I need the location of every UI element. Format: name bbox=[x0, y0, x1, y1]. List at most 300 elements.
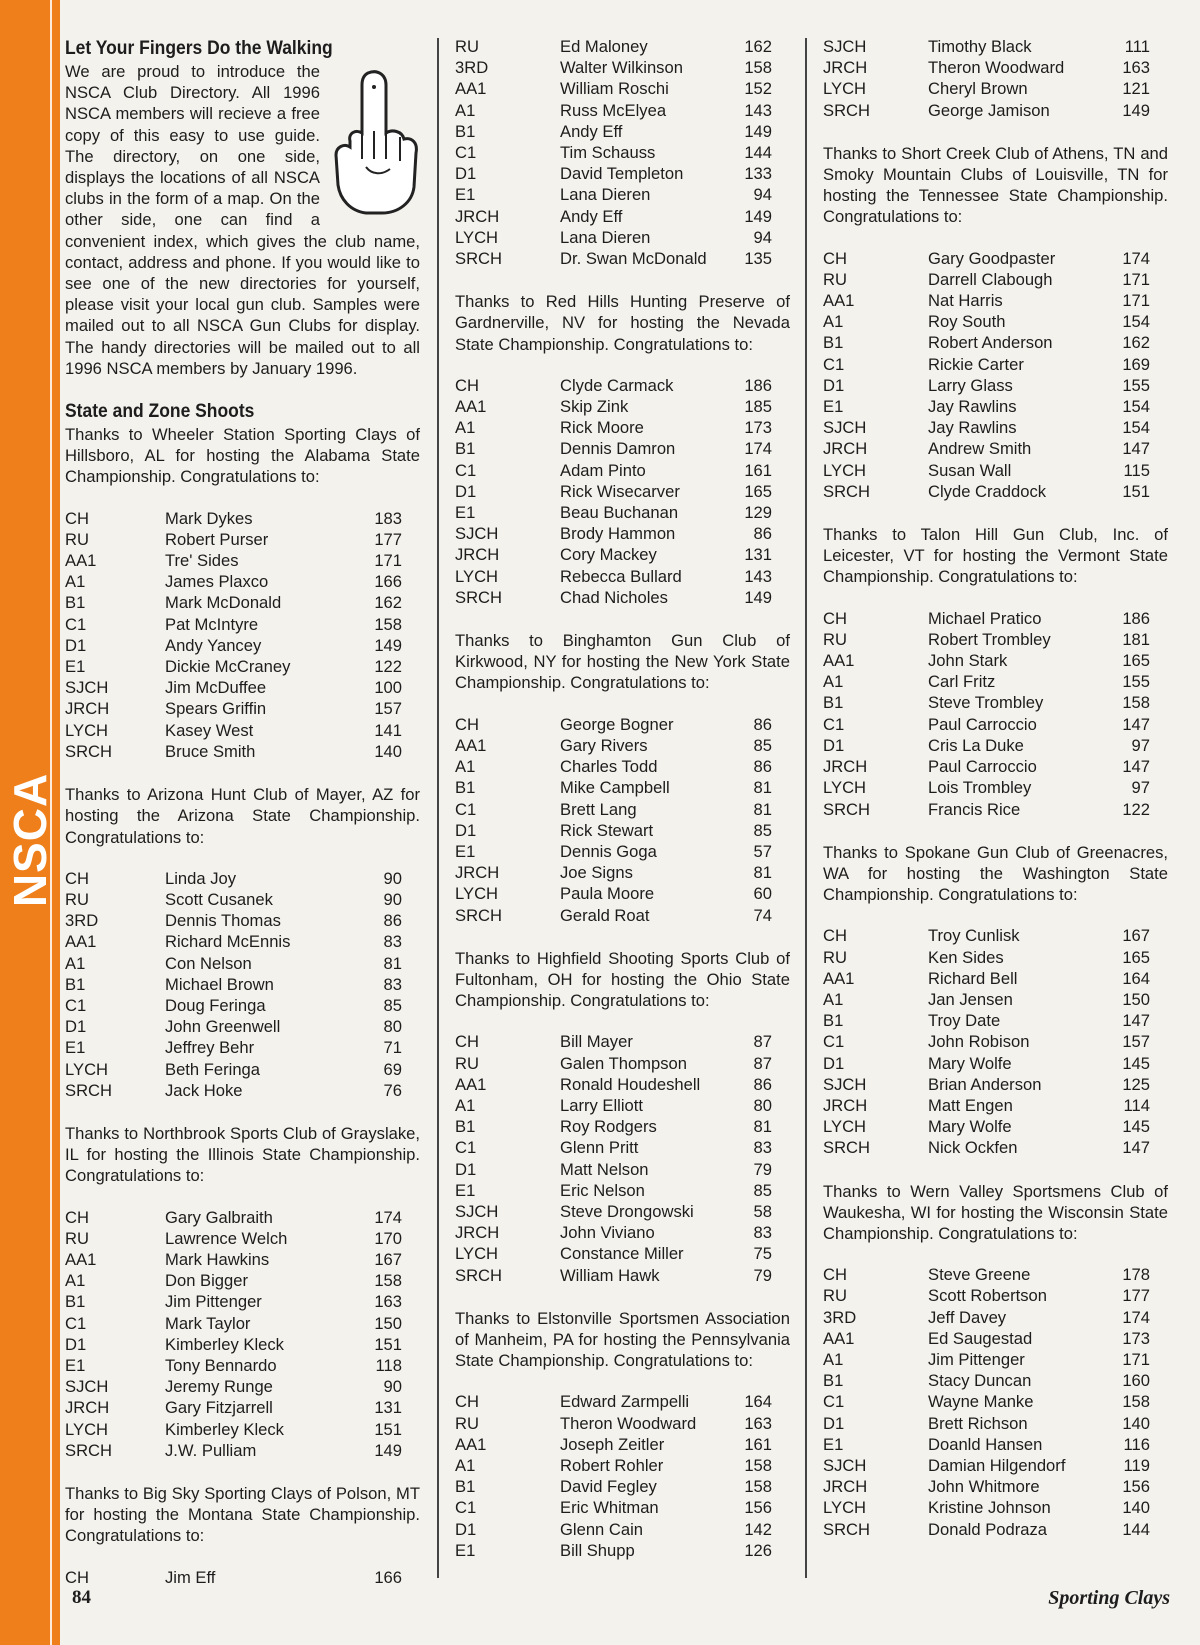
score-cell: 81 bbox=[383, 953, 402, 973]
class-cell: LYCH bbox=[65, 1419, 109, 1439]
name-cell: George Jamison bbox=[928, 100, 1050, 120]
class-cell: B1 bbox=[455, 1117, 476, 1137]
table-row bbox=[823, 269, 1168, 290]
class-cell: AA1 bbox=[455, 397, 487, 417]
side-tab bbox=[0, 0, 60, 1645]
score-cell: 80 bbox=[753, 1095, 772, 1115]
class-cell: AA1 bbox=[65, 551, 97, 571]
name-cell: David Fegley bbox=[560, 1477, 657, 1497]
intro-text: We are proud to introduce the NSCA Club Directory. All 1996 NSCA members will recieve a free copy of this easy to use guide. The directory, on one side, displays the locations of all NSCA clubs in the form of a map. On the other side, one can find a convenient index, which gives the club name, contact, address and phone. If you would like to see one of the new directories for yourself, please visit your local gun club. Samples were mailed out to all NSCA Gun Clubs for display. The handy directories will be mailed out to all 1996 NSCA members by January 1996. bbox=[65, 62, 420, 378]
class-cell: RU bbox=[455, 1053, 479, 1073]
score-cell: 181 bbox=[1122, 629, 1150, 649]
class-cell: SJCH bbox=[823, 1455, 867, 1475]
name-cell: William Hawk bbox=[560, 1265, 660, 1285]
table-row bbox=[65, 1355, 420, 1376]
score-cell: 149 bbox=[374, 1440, 402, 1460]
class-cell: 3RD bbox=[455, 58, 489, 78]
table-row bbox=[455, 883, 790, 904]
name-cell: Cris La Duke bbox=[928, 735, 1024, 755]
name-cell: Don Bigger bbox=[165, 1271, 249, 1291]
name-cell: James Plaxco bbox=[165, 572, 269, 592]
name-cell: Mike Campbell bbox=[560, 778, 670, 798]
class-cell: C1 bbox=[823, 1392, 845, 1412]
name-cell: Steve Drongowski bbox=[560, 1201, 694, 1221]
results-intro: Thanks to Northbrook Sports Club of Grayslake, IL for hosting the Illinois State Championship. Congratulations to: bbox=[65, 1123, 420, 1186]
name-cell: Brett Richson bbox=[928, 1413, 1028, 1433]
class-cell: AA1 bbox=[823, 651, 855, 671]
name-cell: Ronald Houdeshell bbox=[560, 1074, 701, 1094]
class-cell: JRCH bbox=[455, 863, 500, 883]
class-cell: SJCH bbox=[65, 678, 109, 698]
class-cell: A1 bbox=[455, 757, 476, 777]
score-cell: 60 bbox=[753, 884, 772, 904]
name-cell: Beau Buchanan bbox=[560, 503, 679, 523]
name-cell: Con Nelson bbox=[165, 953, 252, 973]
table-row bbox=[823, 57, 1168, 78]
table-row bbox=[455, 57, 790, 78]
results-tennessee bbox=[823, 143, 1168, 502]
table-row bbox=[823, 650, 1168, 671]
score-cell: 87 bbox=[753, 1032, 772, 1052]
score-cell: 164 bbox=[744, 1392, 772, 1412]
name-cell: Rick Stewart bbox=[560, 820, 654, 840]
score-cell: 145 bbox=[1122, 1117, 1150, 1137]
class-cell: D1 bbox=[823, 1413, 845, 1433]
table-row bbox=[65, 1419, 420, 1440]
table-row bbox=[823, 777, 1168, 798]
table-row bbox=[455, 1540, 790, 1561]
score-cell: 118 bbox=[375, 1355, 402, 1375]
score-cell: 147 bbox=[1122, 714, 1150, 734]
results-montana-cont bbox=[455, 36, 790, 269]
table-row bbox=[455, 1053, 790, 1074]
name-cell: Tim Schauss bbox=[560, 143, 656, 163]
class-cell: RU bbox=[823, 1286, 847, 1306]
table-row bbox=[823, 1031, 1168, 1052]
class-cell: A1 bbox=[823, 672, 844, 692]
table-row bbox=[455, 396, 790, 417]
score-cell: 151 bbox=[374, 1419, 402, 1439]
score-cell: 171 bbox=[1122, 291, 1150, 311]
score-cell: 166 bbox=[374, 1567, 402, 1587]
name-cell: Ed Maloney bbox=[560, 37, 648, 56]
score-cell: 86 bbox=[383, 911, 402, 931]
table-row bbox=[455, 1137, 790, 1158]
column-2 bbox=[455, 36, 790, 1583]
name-cell: Cheryl Brown bbox=[928, 79, 1028, 99]
score-cell: 154 bbox=[1122, 312, 1150, 332]
class-cell: RU bbox=[65, 889, 89, 909]
table-row bbox=[455, 417, 790, 438]
table-row bbox=[455, 1074, 790, 1095]
score-cell: 86 bbox=[753, 1074, 772, 1094]
score-cell: 158 bbox=[744, 58, 772, 78]
table-row bbox=[823, 1010, 1168, 1031]
table-row bbox=[455, 756, 790, 777]
score-cell: 83 bbox=[383, 974, 402, 994]
name-cell: Skip Zink bbox=[560, 397, 629, 417]
table-row bbox=[823, 1285, 1168, 1306]
name-cell: Glenn Pritt bbox=[560, 1138, 639, 1158]
table-row bbox=[65, 1334, 420, 1355]
table-row bbox=[65, 592, 420, 613]
results-intro: Thanks to Wheeler Station Sporting Clays of Hillsboro, AL for hosting the Alabama State Championship. Congratulations to: bbox=[65, 425, 420, 487]
class-cell: SRCH bbox=[823, 100, 871, 120]
class-cell: SRCH bbox=[455, 905, 503, 925]
results-pennsylvania-head bbox=[455, 1308, 790, 1561]
table-row bbox=[65, 1376, 420, 1397]
table-row bbox=[455, 799, 790, 820]
score-cell: 151 bbox=[374, 1334, 402, 1354]
name-cell: Michael Brown bbox=[165, 974, 274, 994]
table-row bbox=[823, 375, 1168, 396]
name-cell: Matt Nelson bbox=[560, 1159, 649, 1179]
name-cell: Jim Pittenger bbox=[165, 1292, 262, 1312]
class-cell: LYCH bbox=[455, 227, 499, 247]
name-cell: Clyde Carmack bbox=[560, 375, 674, 395]
score-cell: 150 bbox=[1122, 989, 1150, 1009]
class-cell: JRCH bbox=[65, 1398, 110, 1418]
class-cell: LYCH bbox=[65, 720, 109, 740]
class-cell: B1 bbox=[823, 1011, 844, 1031]
table-row bbox=[823, 332, 1168, 353]
class-cell: JRCH bbox=[823, 1477, 868, 1497]
name-cell: Rebecca Bullard bbox=[560, 566, 682, 586]
column-divider bbox=[805, 38, 807, 1578]
name-cell: Mary Wolfe bbox=[928, 1053, 1012, 1073]
name-cell: George Bogner bbox=[560, 714, 674, 734]
name-cell: Tony Bennardo bbox=[165, 1355, 277, 1375]
class-cell: CH bbox=[65, 508, 89, 528]
table-row bbox=[823, 460, 1168, 481]
name-cell: Lois Trombley bbox=[928, 778, 1032, 798]
name-cell: Jan Jensen bbox=[928, 989, 1013, 1009]
score-cell: 178 bbox=[1122, 1265, 1150, 1285]
name-cell: Ken Sides bbox=[928, 947, 1004, 967]
score-cell: 76 bbox=[383, 1080, 402, 1100]
score-cell: 135 bbox=[744, 249, 772, 269]
class-cell: SRCH bbox=[455, 1265, 503, 1285]
name-cell: Robert Purser bbox=[165, 529, 269, 549]
class-cell: JRCH bbox=[823, 1095, 868, 1115]
table-row bbox=[823, 1053, 1168, 1074]
table-row bbox=[65, 1313, 420, 1334]
name-cell: Dennis Thomas bbox=[165, 911, 281, 931]
score-cell: 94 bbox=[753, 185, 772, 205]
class-cell: AA1 bbox=[823, 968, 855, 988]
class-cell: D1 bbox=[65, 1334, 87, 1354]
score-cell: 173 bbox=[1122, 1328, 1150, 1348]
score-cell: 142 bbox=[744, 1519, 772, 1539]
class-cell: E1 bbox=[455, 841, 476, 861]
results-intro: Thanks to Red Hills Hunting Preserve of Gardnerville, NV for hosting the Nevada State Championship. Congratulations to: bbox=[455, 292, 790, 354]
score-cell: 83 bbox=[753, 1223, 772, 1243]
table-row bbox=[823, 417, 1168, 438]
class-cell: SRCH bbox=[823, 481, 871, 501]
results-table bbox=[65, 868, 420, 1101]
table-row bbox=[65, 910, 420, 931]
score-cell: 129 bbox=[744, 503, 772, 523]
score-cell: 158 bbox=[374, 614, 402, 634]
name-cell: Mark Hawkins bbox=[165, 1249, 270, 1269]
table-row bbox=[455, 1455, 790, 1476]
name-cell: Ed Saugestad bbox=[928, 1328, 1033, 1348]
name-cell: Robert Trombley bbox=[928, 629, 1051, 649]
name-cell: Bill Shupp bbox=[560, 1540, 635, 1560]
table-row bbox=[455, 1476, 790, 1497]
name-cell: Joseph Zeitler bbox=[560, 1434, 665, 1454]
table-row bbox=[65, 953, 420, 974]
class-cell: D1 bbox=[65, 635, 87, 655]
table-row bbox=[455, 544, 790, 565]
results-intro: Thanks to Talon Hill Gun Club, Inc. of Leicester, VT for hosting the Vermont State Championship. Congratulations to: bbox=[823, 525, 1168, 587]
table-row bbox=[455, 1095, 790, 1116]
table-row bbox=[455, 1159, 790, 1180]
name-cell: Bill Mayer bbox=[560, 1032, 633, 1052]
name-cell: Andy Yancey bbox=[165, 635, 262, 655]
table-row bbox=[455, 862, 790, 883]
score-cell: 86 bbox=[753, 524, 772, 544]
class-cell: RU bbox=[455, 1413, 479, 1433]
score-cell: 156 bbox=[744, 1498, 772, 1518]
class-cell: D1 bbox=[455, 1519, 477, 1539]
table-row bbox=[455, 375, 790, 396]
name-cell: Brody Hammon bbox=[560, 524, 676, 544]
table-row bbox=[455, 1519, 790, 1540]
table-row bbox=[823, 1074, 1168, 1095]
name-cell: Kimberley Kleck bbox=[165, 1334, 284, 1354]
table-row bbox=[455, 1180, 790, 1201]
name-cell: Linda Joy bbox=[165, 868, 237, 888]
table-row bbox=[455, 502, 790, 523]
class-cell: A1 bbox=[455, 1095, 476, 1115]
name-cell: Mark Dykes bbox=[165, 508, 253, 528]
score-cell: 162 bbox=[374, 593, 402, 613]
column-divider bbox=[437, 38, 439, 1578]
class-cell: A1 bbox=[455, 418, 476, 438]
table-row bbox=[65, 571, 420, 592]
class-cell: B1 bbox=[455, 121, 476, 141]
name-cell: Jim Eff bbox=[165, 1567, 216, 1587]
class-cell: C1 bbox=[65, 1313, 87, 1333]
table-row bbox=[823, 1328, 1168, 1349]
table-row bbox=[455, 566, 790, 587]
results-intro: Thanks to Wern Valley Sportsmens Club of Waukesha, WI for hosting the Wisconsin State Championship. Congratulations to: bbox=[823, 1181, 1168, 1243]
results-table bbox=[65, 508, 420, 762]
class-cell: LYCH bbox=[823, 460, 867, 480]
name-cell: Jay Rawlins bbox=[928, 397, 1017, 417]
score-cell: 158 bbox=[1122, 693, 1150, 713]
class-cell: C1 bbox=[823, 714, 845, 734]
class-cell: JRCH bbox=[823, 757, 868, 777]
table-row bbox=[455, 36, 790, 57]
score-cell: 167 bbox=[1122, 926, 1150, 946]
name-cell: Chad Nicholes bbox=[560, 587, 668, 607]
table-row bbox=[455, 1116, 790, 1137]
name-cell: Dennis Damron bbox=[560, 439, 676, 459]
class-cell: RU bbox=[455, 37, 479, 56]
class-cell: CH bbox=[65, 868, 89, 888]
class-cell: JRCH bbox=[455, 1223, 500, 1243]
results-montana-head bbox=[65, 1483, 420, 1588]
score-cell: 167 bbox=[374, 1249, 402, 1269]
name-cell: Jack Hoke bbox=[165, 1080, 243, 1100]
table-row bbox=[455, 1201, 790, 1222]
table-row bbox=[65, 656, 420, 677]
results-table bbox=[455, 36, 790, 269]
score-cell: 155 bbox=[1122, 375, 1150, 395]
name-cell: Charles Todd bbox=[560, 757, 658, 777]
name-cell: Joe Signs bbox=[560, 863, 633, 883]
table-row bbox=[823, 438, 1168, 459]
class-cell: AA1 bbox=[455, 1434, 487, 1454]
name-cell: Troy Date bbox=[928, 1011, 1001, 1031]
class-cell: D1 bbox=[823, 375, 845, 395]
table-row bbox=[455, 248, 790, 269]
class-cell: A1 bbox=[455, 1455, 476, 1475]
score-cell: 147 bbox=[1122, 439, 1150, 459]
class-cell: E1 bbox=[455, 1180, 476, 1200]
score-cell: 149 bbox=[744, 121, 772, 141]
table-row bbox=[823, 1116, 1168, 1137]
class-cell: LYCH bbox=[65, 1059, 109, 1079]
table-row bbox=[823, 1519, 1168, 1540]
score-cell: 133 bbox=[744, 164, 772, 184]
score-cell: 157 bbox=[374, 699, 402, 719]
score-cell: 81 bbox=[753, 1117, 772, 1137]
class-cell: SJCH bbox=[823, 418, 867, 438]
table-row bbox=[823, 968, 1168, 989]
table-row bbox=[823, 799, 1168, 820]
table-row bbox=[823, 290, 1168, 311]
name-cell: Russ McElyea bbox=[560, 100, 667, 120]
class-cell: D1 bbox=[65, 1017, 87, 1037]
score-cell: 126 bbox=[744, 1540, 772, 1560]
class-cell: D1 bbox=[455, 1159, 477, 1179]
class-cell: CH bbox=[823, 926, 847, 946]
score-cell: 158 bbox=[744, 1477, 772, 1497]
name-cell: Kasey West bbox=[165, 720, 254, 740]
score-cell: 161 bbox=[744, 1434, 772, 1454]
table-row bbox=[65, 635, 420, 656]
class-cell: JRCH bbox=[823, 58, 868, 78]
class-cell: E1 bbox=[455, 1540, 476, 1560]
score-cell: 155 bbox=[1122, 672, 1150, 692]
score-cell: 171 bbox=[1122, 1349, 1150, 1369]
name-cell: J.W. Pulliam bbox=[165, 1440, 257, 1460]
score-cell: 58 bbox=[753, 1201, 772, 1221]
class-cell: E1 bbox=[65, 1038, 86, 1058]
score-cell: 75 bbox=[753, 1244, 772, 1264]
score-cell: 86 bbox=[753, 757, 772, 777]
name-cell: Michael Pratico bbox=[928, 608, 1042, 628]
class-cell: AA1 bbox=[455, 1074, 487, 1094]
table-row bbox=[823, 1434, 1168, 1455]
class-cell: RU bbox=[65, 1228, 89, 1248]
table-row bbox=[455, 481, 790, 502]
name-cell: Susan Wall bbox=[928, 460, 1012, 480]
score-cell: 186 bbox=[1122, 608, 1150, 628]
name-cell: Jim McDuffee bbox=[165, 678, 267, 698]
name-cell: Dickie McCraney bbox=[165, 657, 291, 677]
table-row bbox=[65, 529, 420, 550]
results-table bbox=[823, 925, 1168, 1158]
table-row bbox=[823, 989, 1168, 1010]
class-cell: SRCH bbox=[65, 1440, 113, 1460]
results-intro: Thanks to Short Creek Club of Athens, TN and Smoky Mountain Clubs of Louisville, TN for hosting the Tennessee State Championship. Congratulations to: bbox=[823, 143, 1168, 227]
table-row bbox=[823, 714, 1168, 735]
score-cell: 162 bbox=[1122, 333, 1150, 353]
name-cell: Timothy Black bbox=[928, 37, 1032, 56]
name-cell: Steve Greene bbox=[928, 1265, 1031, 1285]
class-cell: E1 bbox=[455, 185, 476, 205]
table-row bbox=[65, 1016, 420, 1037]
table-row bbox=[65, 741, 420, 762]
class-cell: B1 bbox=[65, 1292, 86, 1312]
score-cell: 149 bbox=[744, 587, 772, 607]
class-cell: AA1 bbox=[65, 932, 97, 952]
score-cell: 131 bbox=[744, 545, 772, 565]
score-cell: 163 bbox=[1122, 58, 1150, 78]
name-cell: Doanld Hansen bbox=[928, 1434, 1043, 1454]
class-cell: C1 bbox=[455, 460, 477, 480]
score-cell: 111 bbox=[1124, 37, 1150, 56]
table-row bbox=[823, 947, 1168, 968]
name-cell: Andy Eff bbox=[560, 206, 623, 226]
table-row bbox=[823, 671, 1168, 692]
score-cell: 85 bbox=[383, 995, 402, 1015]
class-cell: SRCH bbox=[823, 1519, 871, 1539]
score-cell: 144 bbox=[1122, 1519, 1150, 1539]
class-cell: D1 bbox=[823, 1053, 845, 1073]
score-cell: 80 bbox=[383, 1017, 402, 1037]
name-cell: Glenn Cain bbox=[560, 1519, 644, 1539]
class-cell: A1 bbox=[823, 312, 844, 332]
table-row bbox=[65, 1440, 420, 1461]
table-row bbox=[455, 438, 790, 459]
score-cell: 152 bbox=[744, 79, 772, 99]
score-cell: 150 bbox=[374, 1313, 402, 1333]
score-cell: 115 bbox=[1123, 460, 1150, 480]
name-cell: Jeff Davey bbox=[928, 1307, 1007, 1327]
table-row bbox=[65, 889, 420, 910]
table-row bbox=[823, 735, 1168, 756]
name-cell: Kristine Johnson bbox=[928, 1498, 1051, 1518]
class-cell: SJCH bbox=[455, 1201, 499, 1221]
class-cell: C1 bbox=[455, 799, 477, 819]
score-cell: 154 bbox=[1122, 397, 1150, 417]
name-cell: Dennis Goga bbox=[560, 841, 657, 861]
results-table bbox=[455, 714, 790, 926]
results-table bbox=[823, 608, 1168, 820]
score-cell: 163 bbox=[744, 1413, 772, 1433]
table-row bbox=[823, 629, 1168, 650]
table-row bbox=[823, 1391, 1168, 1412]
name-cell: Beth Feringa bbox=[165, 1059, 261, 1079]
score-cell: 131 bbox=[374, 1398, 402, 1418]
class-cell: CH bbox=[455, 714, 479, 734]
score-cell: 121 bbox=[1122, 79, 1150, 99]
class-cell: D1 bbox=[455, 481, 477, 501]
results-table bbox=[823, 1264, 1168, 1540]
table-row bbox=[65, 508, 420, 529]
class-cell: B1 bbox=[65, 593, 86, 613]
score-cell: 141 bbox=[374, 720, 402, 740]
table-row bbox=[823, 1370, 1168, 1391]
magazine-name: Sporting Clays bbox=[1048, 1587, 1170, 1609]
class-cell: LYCH bbox=[823, 1117, 867, 1137]
score-cell: 83 bbox=[383, 932, 402, 952]
